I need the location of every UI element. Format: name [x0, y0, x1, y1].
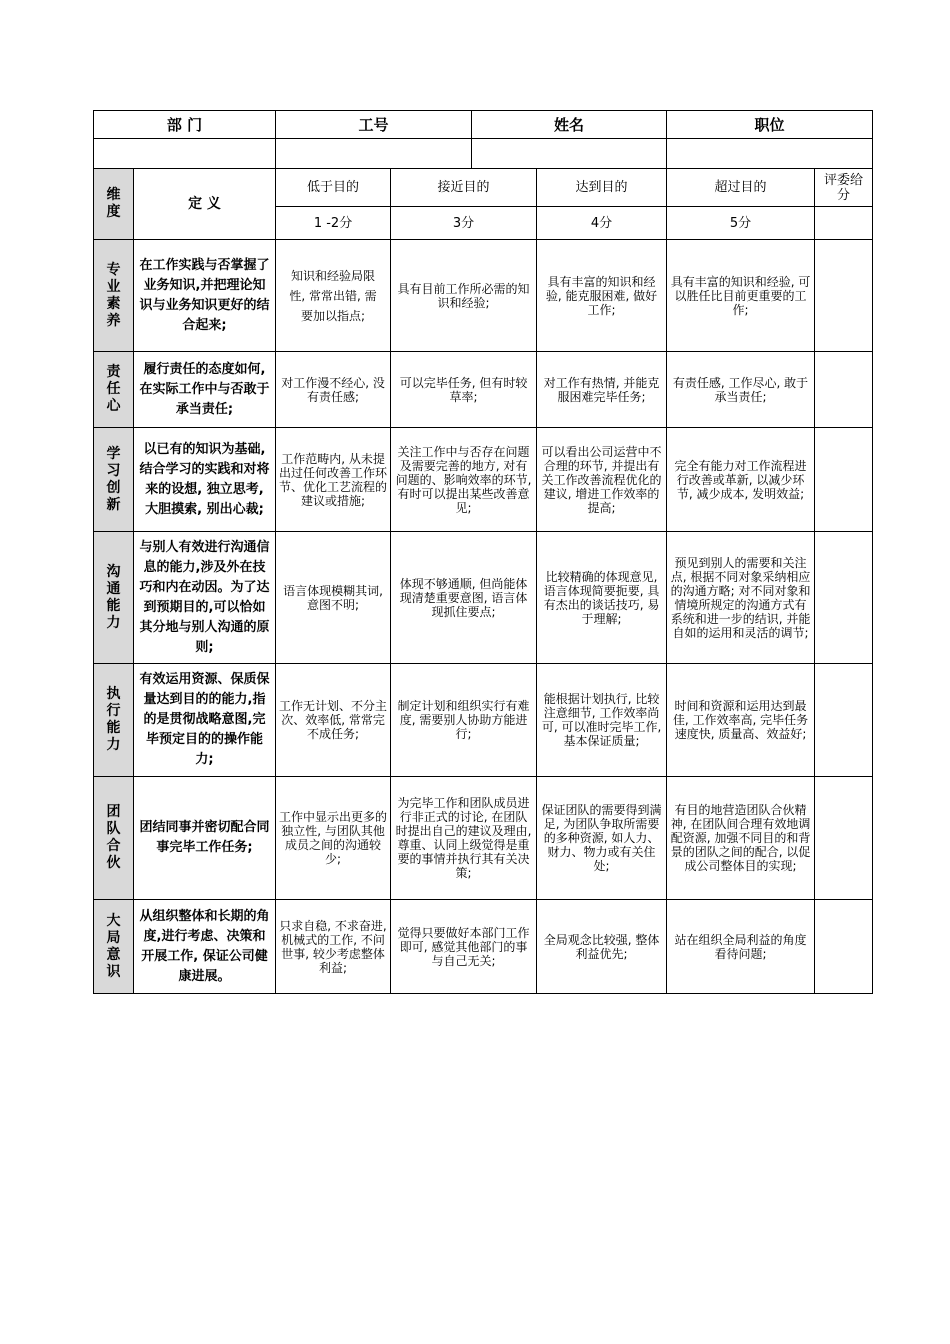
- level-cell: 保证团队的需要得到满足, 为团队争取所需要的多种资源, 如人力、财力、物力或有关住处;: [537, 777, 667, 900]
- level-exceed: 超过目的: [667, 169, 815, 207]
- level-cell: 工作范畴内, 从未提出过任何改善工作环节、优化工艺流程的建议或措施;: [276, 428, 391, 532]
- level-cell: 只求自稳, 不求奋进, 机械式的工作, 不问世事, 较少考虑整体利益;: [276, 900, 391, 994]
- level-cell: 为完毕工作和团队成员进行非正式的讨论, 在团队时提出自己的建议及理由, 尊重、认同上级觉得是重要的事情并执行其有关决策;: [391, 777, 537, 900]
- level-cell: 工作中显示出更多的独立性, 与团队其他成员之间的沟通较少;: [276, 777, 391, 900]
- level-cell: 可以看出公司运营中不合理的环节, 并提出有关工作改善流程优化的建议, 增进工作效率的提高;: [537, 428, 667, 532]
- table-row: [94, 428, 873, 532]
- level-cell: 制定计划和组织实行有难度, 需要别人协助方能进行;: [391, 664, 537, 777]
- level-cell: 站在组织全局利益的角度看待问题;: [667, 900, 815, 994]
- id-value[interactable]: [276, 139, 472, 169]
- score-reach: 4分: [537, 207, 667, 240]
- score-near: 3分: [391, 207, 537, 240]
- table-row: [94, 664, 873, 777]
- score-below: 1 -2分: [276, 207, 391, 240]
- reviewer-score-cell[interactable]: [815, 664, 873, 777]
- reviewer-score-header: 评委给分: [815, 169, 873, 207]
- level-cell: 有目的地营造团队合伙精神, 在团队间合理有效地调配资源, 加强不同目的和背景的团队之间的配合, 以促成公司整体目的实现;: [667, 777, 815, 900]
- level-cell: 比较精确的体现意见, 语言体现简要扼要, 具有杰出的谈话技巧, 易于理解;: [537, 532, 667, 664]
- table-row: [94, 777, 873, 900]
- dimension-cell: 大局意识: [94, 900, 134, 994]
- dimension-header: 维度: [94, 169, 134, 240]
- level-cell: 具有目前工作所必需的知识和经验;: [391, 240, 537, 352]
- level-cell: 关注工作中与否存在问题及需要完善的地方, 对有问题的、影响效率的环节, 有时可以提出某些改善意见;: [391, 428, 537, 532]
- score-exceed: 5分: [667, 207, 815, 240]
- level-near: 接近目的: [391, 169, 537, 207]
- reviewer-score-cell[interactable]: [815, 240, 873, 352]
- level-cell: 能根据计划执行, 比较注意细节, 工作效率尚可, 可以准时完毕工作, 基本保证质量;: [537, 664, 667, 777]
- level-cell: 对工作有热情, 并能克服困难完毕任务;: [537, 352, 667, 428]
- dimension-cell: 专业素养: [94, 240, 134, 352]
- level-cell: 具有丰富的知识和经验, 能克服困难, 做好工作;: [537, 240, 667, 352]
- level-cell: 全局观念比较强, 整体利益优先;: [537, 900, 667, 994]
- level-cell: 知识和经验局限性, 常常出错, 需要加以指点;: [276, 240, 391, 352]
- dimension-cell: 团队合伙: [94, 777, 134, 900]
- level-reach: 达到目的: [537, 169, 667, 207]
- evaluation-table: [93, 110, 873, 994]
- header-name: 姓名: [472, 111, 667, 139]
- dimension-cell: 责任心: [94, 352, 134, 428]
- level-cell: 有责任感, 工作尽心, 敢于承当责任;: [667, 352, 815, 428]
- definition-cell: 在工作实践与否掌握了业务知识,并把理论知识与业务知识更好的结合起来;: [134, 240, 276, 352]
- definition-cell: 与别人有效进行沟通信息的能力,涉及外在技巧和内在动因。为了达到预期目的,可以恰如其分地与别人沟通的原则;: [134, 532, 276, 664]
- header-row: [94, 111, 873, 139]
- reviewer-score-cell[interactable]: [815, 900, 873, 994]
- level-cell: 具有丰富的知识和经验, 可以胜任比目前更重要的工作;: [667, 240, 815, 352]
- definition-header: 定 义: [134, 169, 276, 240]
- level-cell: 时间和资源和运用达到最佳, 工作效率高, 完毕任务速度快, 质量高、效益好;: [667, 664, 815, 777]
- definition-cell: 有效运用资源、保质保量达到目的的能力,指的是贯彻战略意图,完毕预定目的的操作能力;: [134, 664, 276, 777]
- level-cell: 体现不够通顺, 但尚能体现清楚重要意图, 语言体现抓住要点;: [391, 532, 537, 664]
- header-id: 工号: [276, 111, 472, 139]
- info-row: [94, 139, 873, 169]
- reviewer-score-cell[interactable]: [815, 532, 873, 664]
- level-cell: 语言体现模糊其词, 意图不明;: [276, 532, 391, 664]
- reviewer-score-cell[interactable]: [815, 352, 873, 428]
- definition-cell: 以已有的知识为基础,结合学习的实践和对将来的设想, 独立思考, 大胆摸索, 别出心裁;: [134, 428, 276, 532]
- definition-cell: 从组织整体和长期的角度,进行考虑、决策和开展工作, 保证公司健康进展。: [134, 900, 276, 994]
- definition-cell: 履行责任的态度如何, 在实际工作中与否敢于承当责任;: [134, 352, 276, 428]
- level-cell: 对工作漫不经心, 没有责任感;: [276, 352, 391, 428]
- evaluation-form: [93, 110, 872, 994]
- dimension-cell: 执行能力: [94, 664, 134, 777]
- name-value[interactable]: [472, 139, 667, 169]
- level-cell: 工作无计划、不分主次、效率低, 常常完不成任务;: [276, 664, 391, 777]
- reviewer-score-cell[interactable]: [815, 428, 873, 532]
- level-cell: 觉得只要做好本部门工作即可, 感觉其他部门的事与自己无关;: [391, 900, 537, 994]
- dimension-cell: 学习创新: [94, 428, 134, 532]
- dept-value[interactable]: [94, 139, 276, 169]
- score-empty: [815, 207, 873, 240]
- position-value[interactable]: [667, 139, 873, 169]
- level-header-row: [94, 169, 873, 207]
- level-cell: 完全有能力对工作流程进行改善或革新, 以减少环节, 减少成本, 发明效益;: [667, 428, 815, 532]
- dimension-cell: 沟通能力: [94, 532, 134, 664]
- header-position: 职位: [667, 111, 873, 139]
- definition-cell: 团结同事并密切配合同事完毕工作任务;: [134, 777, 276, 900]
- level-cell: 可以完毕任务, 但有时较草率;: [391, 352, 537, 428]
- level-cell: 预见到别人的需要和关注点, 根据不同对象采纳相应的沟通方略; 对不同对象和情境所规定的沟通方式有系统和进一步的结识, 并能自如的运用和灵活的调节;: [667, 532, 815, 664]
- header-dept: 部 门: [94, 111, 276, 139]
- level-below: 低于目的: [276, 169, 391, 207]
- reviewer-score-cell[interactable]: [815, 777, 873, 900]
- table-row: [94, 532, 873, 664]
- table-row: [94, 352, 873, 428]
- table-row: [94, 900, 873, 994]
- table-row: [94, 240, 873, 352]
